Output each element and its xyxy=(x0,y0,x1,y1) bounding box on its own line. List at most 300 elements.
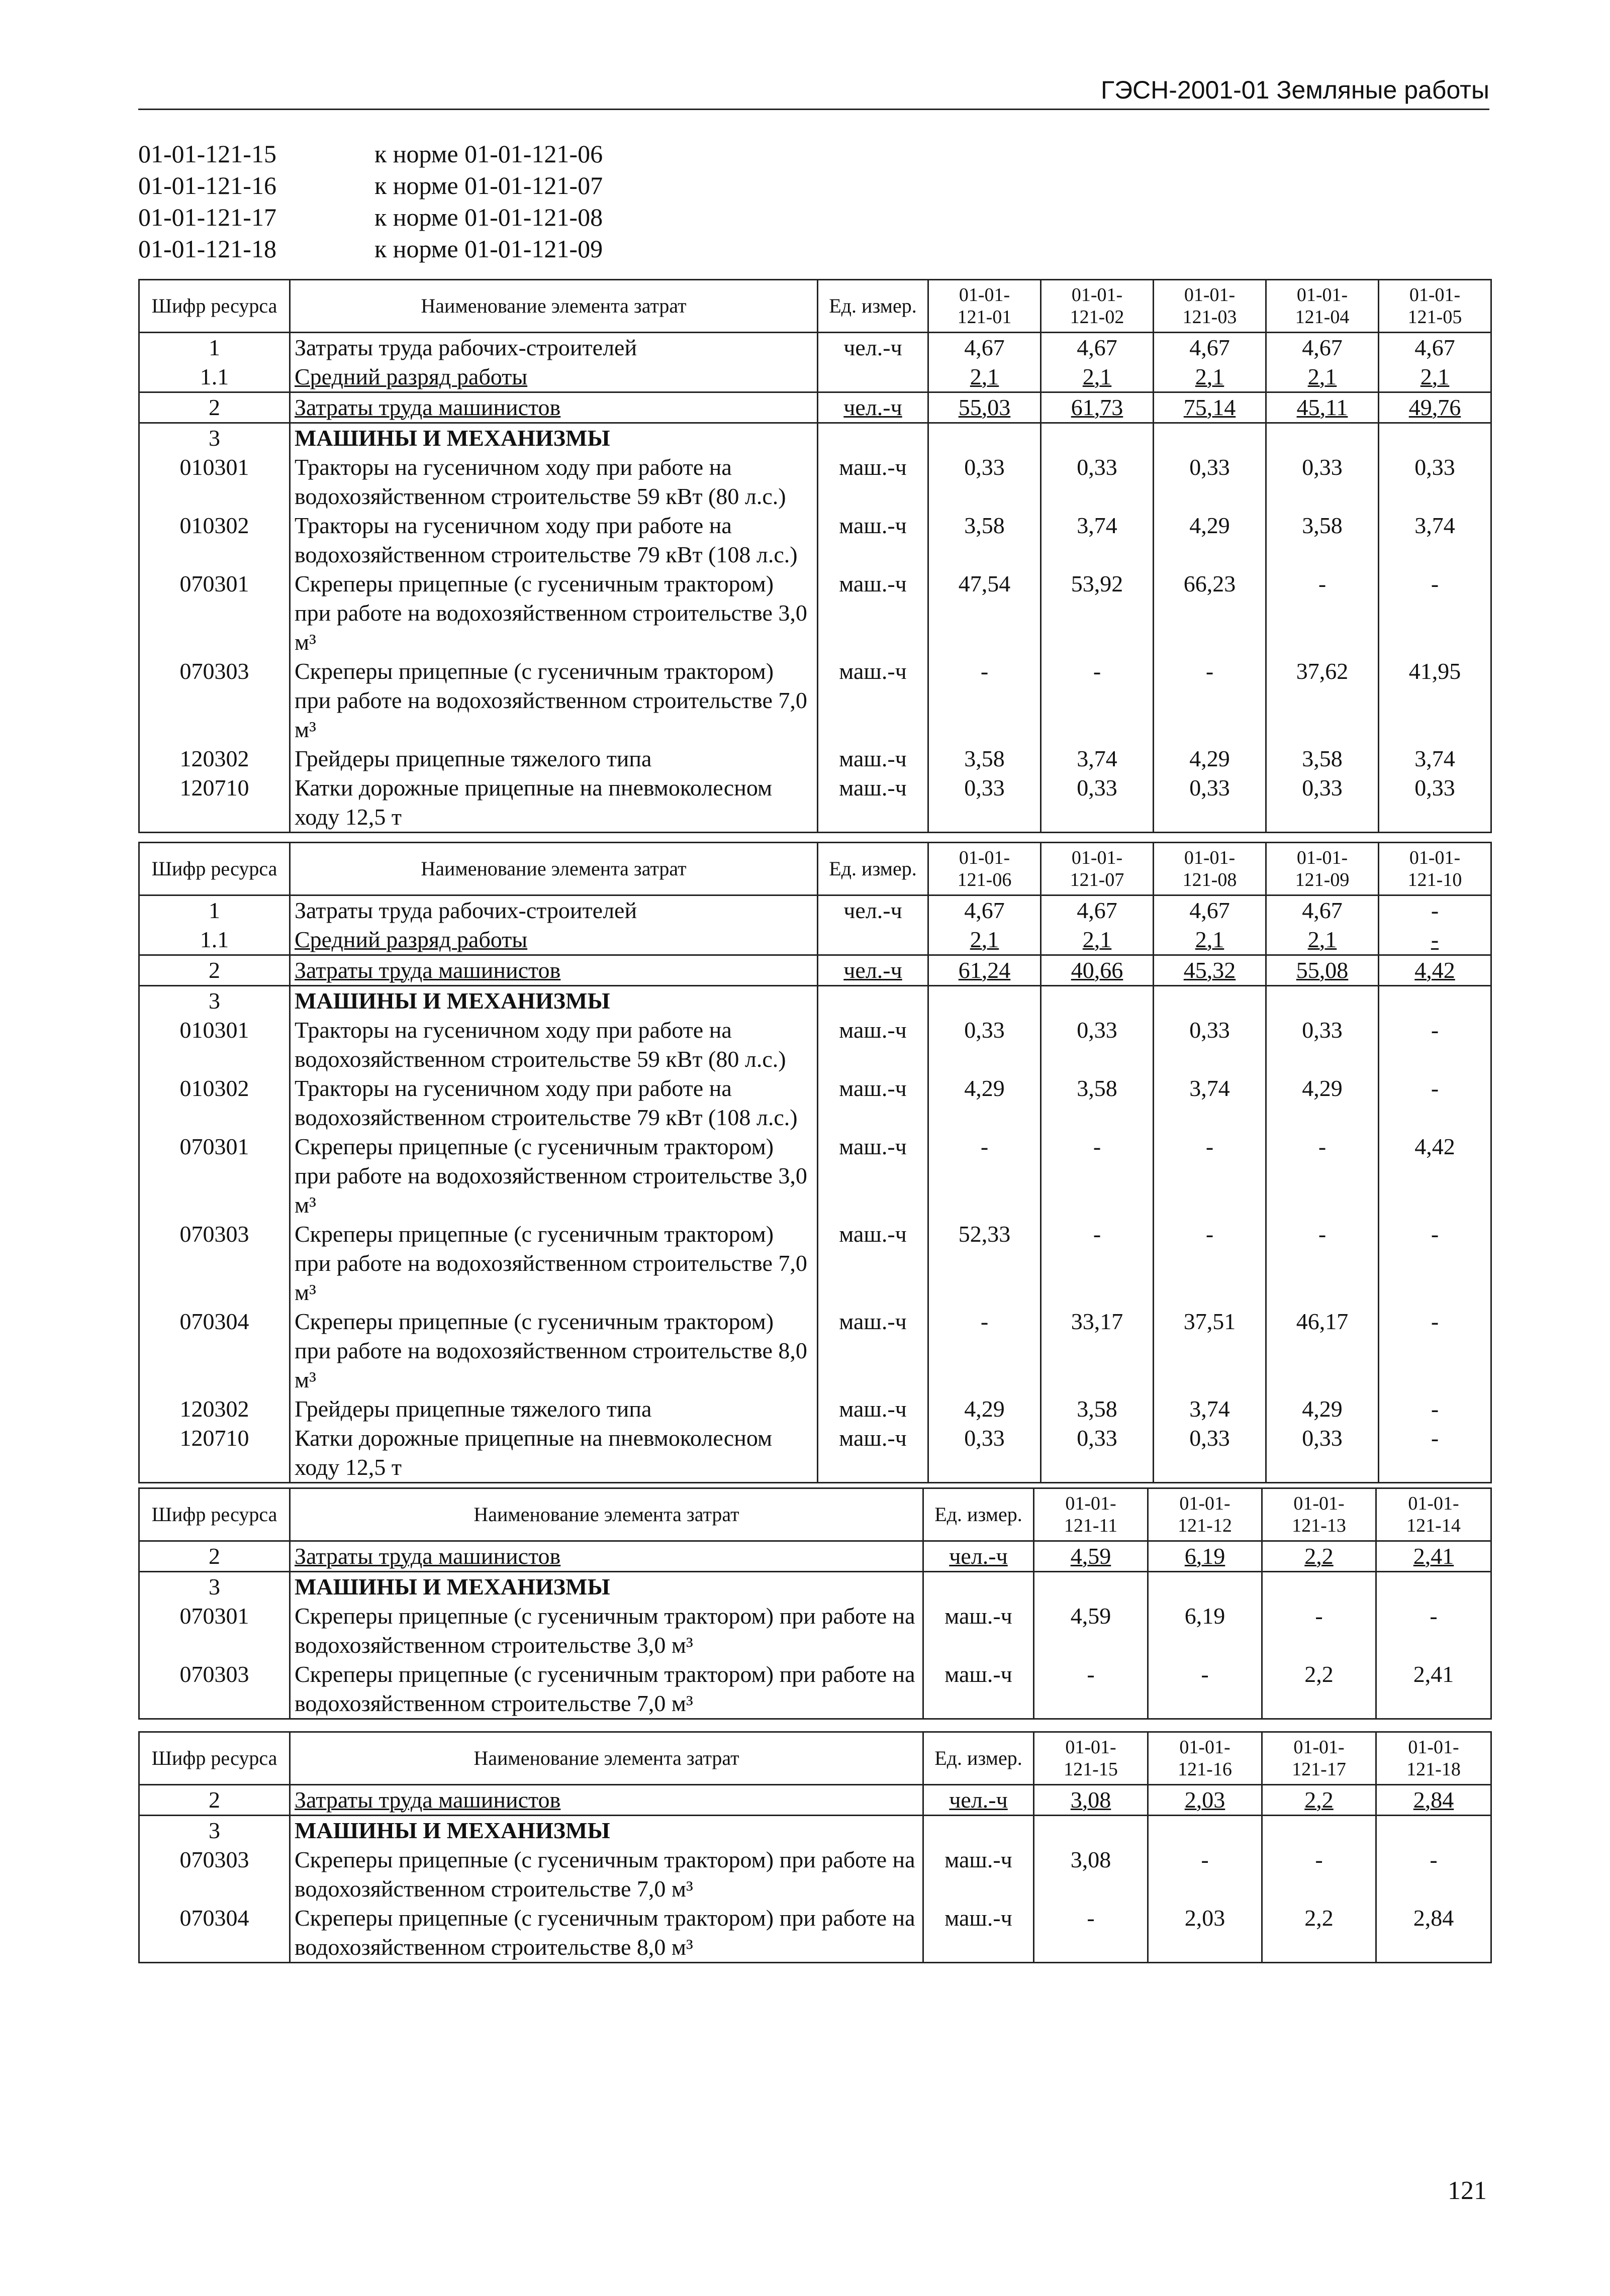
norm-code: 01-01-121-17 xyxy=(138,203,276,231)
resource-unit: чел.-ч xyxy=(818,895,928,926)
resource-unit: чел.-ч xyxy=(818,333,928,363)
norm-code: 01-01-121-16 xyxy=(138,171,276,199)
norm-value: 0,33 xyxy=(928,773,1041,833)
table-row xyxy=(139,657,1491,744)
norm-value: 37,51 xyxy=(1154,1307,1266,1394)
resource-unit: маш.-ч xyxy=(818,1016,928,1074)
resource-name: Скреперы прицепные (с гусеничным трактором) при работе на водохозяйственном строительстве 7,0 м³ xyxy=(290,1220,818,1307)
norm-value: 4,59 xyxy=(1034,1602,1148,1660)
norm-value: 4,67 xyxy=(1154,895,1266,926)
table-row xyxy=(139,1602,1491,1660)
norm-value: - xyxy=(1266,569,1379,657)
resource-name: Скреперы прицепные (с гусеничным трактором) при работе на водохозяйственном строительстве 8,0 м³ xyxy=(290,1904,923,1963)
norm-value: 3,08 xyxy=(1034,1845,1148,1904)
norm-value: 3,58 xyxy=(928,744,1041,773)
resource-table-4 xyxy=(138,1731,1492,1963)
resource-unit: маш.-ч xyxy=(923,1904,1034,1963)
page-header: ГЭСН-2001-01 Земляные работы xyxy=(138,75,1489,110)
norm-value: 2,03 xyxy=(1148,1904,1262,1963)
resource-code: 070304 xyxy=(139,1904,290,1963)
header-norm-code: 01-01- 121-04 xyxy=(1266,280,1379,333)
resource-name: Затраты труда машинистов xyxy=(290,392,818,423)
norm-value: 0,33 xyxy=(1154,453,1266,511)
norm-value: 0,33 xyxy=(1379,773,1491,833)
norm-value xyxy=(1376,1572,1491,1602)
resource-name: Тракторы на гусеничном ходу при работе на водохозяйственном строительстве 79 кВт (108 л.с.) xyxy=(290,1074,818,1132)
norm-value: 4,59 xyxy=(1034,1541,1148,1572)
norm-value: 2,1 xyxy=(1041,362,1154,392)
norm-value: 61,24 xyxy=(928,955,1041,986)
resource-unit: чел.-ч xyxy=(818,955,928,986)
norm-value: 3,58 xyxy=(928,511,1041,569)
table-row xyxy=(139,1307,1491,1394)
resource-table-1 xyxy=(138,279,1492,833)
norm-value: 4,67 xyxy=(1266,333,1379,363)
norm-value: 41,95 xyxy=(1379,657,1491,744)
norm-value: 4,67 xyxy=(1266,895,1379,926)
table-row xyxy=(139,1016,1491,1074)
norm-value: 2,2 xyxy=(1262,1541,1376,1572)
norm-value: 4,67 xyxy=(1041,333,1154,363)
header-unit: Ед. измер. xyxy=(923,1488,1034,1541)
resource-unit: маш.-ч xyxy=(818,453,928,511)
norm-value: 3,58 xyxy=(1266,511,1379,569)
resource-name: Тракторы на гусеничном ходу при работе на водохозяйственном строительстве 59 кВт (80 л.с.) xyxy=(290,1016,818,1074)
table-row xyxy=(139,1541,1491,1572)
norm-value: - xyxy=(1148,1660,1262,1719)
resource-name: Скреперы прицепные (с гусеничным трактором) при работе на водохозяйственном строительстве 3,0 м³ xyxy=(290,1132,818,1220)
norm-value: 46,17 xyxy=(1266,1307,1379,1394)
norm-value xyxy=(1376,1816,1491,1846)
norm-value: 4,67 xyxy=(1379,333,1491,363)
resource-unit: маш.-ч xyxy=(818,657,928,744)
resource-code: 070301 xyxy=(139,1602,290,1660)
norm-value: 0,33 xyxy=(928,1016,1041,1074)
resource-unit: маш.-ч xyxy=(818,744,928,773)
norm-value: - xyxy=(1262,1845,1376,1904)
resource-code: 070304 xyxy=(139,1307,290,1394)
resource-code: 3 xyxy=(139,1816,290,1846)
norm-ref-row xyxy=(138,170,603,202)
resource-unit: маш.-ч xyxy=(923,1602,1034,1660)
resource-unit: маш.-ч xyxy=(923,1660,1034,1719)
norm-value: - xyxy=(1379,1016,1491,1074)
table-row xyxy=(139,1660,1491,1719)
norm-value xyxy=(1379,986,1491,1016)
norm-value: 4,29 xyxy=(1154,511,1266,569)
header-norm-code: 01-01- 121-10 xyxy=(1379,843,1491,895)
norm-value xyxy=(1154,986,1266,1016)
header-norm-code: 01-01- 121-11 xyxy=(1034,1488,1148,1541)
table-row xyxy=(139,362,1491,392)
norm-value: 45,32 xyxy=(1154,955,1266,986)
norm-value: 2,41 xyxy=(1376,1660,1491,1719)
resource-code: 010302 xyxy=(139,1074,290,1132)
resource-name: Средний разряд работы xyxy=(290,925,818,955)
norm-value xyxy=(1034,1572,1148,1602)
norm-value: 2,1 xyxy=(1041,925,1154,955)
norm-ref: к норме 01-01-121-09 xyxy=(374,235,603,263)
norm-value: - xyxy=(1379,1307,1491,1394)
norm-value: 2,1 xyxy=(1154,925,1266,955)
norm-value: 2,1 xyxy=(928,925,1041,955)
resource-unit: маш.-ч xyxy=(818,569,928,657)
resource-unit: маш.-ч xyxy=(818,1307,928,1394)
norm-value: 0,33 xyxy=(928,453,1041,511)
norm-value: 4,29 xyxy=(1266,1074,1379,1132)
resource-code: 2 xyxy=(139,1541,290,1572)
norm-ref: к норме 01-01-121-08 xyxy=(374,203,603,231)
norm-value: 37,62 xyxy=(1266,657,1379,744)
norm-value: 49,76 xyxy=(1379,392,1491,423)
resource-name: Скреперы прицепные (с гусеничным трактором) при работе на водохозяйственном строительстве 8,0 м³ xyxy=(290,1307,818,1394)
resource-name: Затраты труда рабочих-строителей xyxy=(290,333,818,363)
norm-value: 2,03 xyxy=(1148,1785,1262,1816)
header-norm-code: 01-01- 121-15 xyxy=(1034,1732,1148,1785)
resource-code: 1.1 xyxy=(139,362,290,392)
norm-value xyxy=(928,986,1041,1016)
resource-unit: чел.-ч xyxy=(923,1541,1034,1572)
resource-code: 2 xyxy=(139,1785,290,1816)
table-row xyxy=(139,453,1491,511)
resource-code: 120710 xyxy=(139,1424,290,1483)
norm-value: 4,29 xyxy=(1266,1394,1379,1424)
resource-unit xyxy=(818,925,928,955)
table-row xyxy=(139,895,1491,926)
norm-value: 2,84 xyxy=(1376,1785,1491,1816)
header-norm-code: 01-01- 121-13 xyxy=(1262,1488,1376,1541)
norm-value: - xyxy=(1379,1074,1491,1132)
norm-value: 53,92 xyxy=(1041,569,1154,657)
norm-value: 40,66 xyxy=(1041,955,1154,986)
norm-value xyxy=(1041,986,1154,1016)
resource-name: Средний разряд работы xyxy=(290,362,818,392)
norm-value: - xyxy=(1262,1602,1376,1660)
table-row xyxy=(139,1785,1491,1816)
norm-value: - xyxy=(1266,1220,1379,1307)
norm-value: 4,67 xyxy=(1154,333,1266,363)
resource-name: Затраты труда рабочих-строителей xyxy=(290,895,818,926)
norm-code: 01-01-121-15 xyxy=(138,140,276,168)
resource-name: Грейдеры прицепные тяжелого типа xyxy=(290,1394,818,1424)
norm-value: 0,33 xyxy=(1154,773,1266,833)
norm-value: 75,14 xyxy=(1154,392,1266,423)
table-row xyxy=(139,1074,1491,1132)
norm-value: - xyxy=(1379,895,1491,926)
resource-unit: маш.-ч xyxy=(818,511,928,569)
norm-value: 3,74 xyxy=(1379,744,1491,773)
norm-value xyxy=(1034,1816,1148,1846)
norm-value xyxy=(1379,423,1491,453)
norm-value: - xyxy=(928,1132,1041,1220)
table-row xyxy=(139,333,1491,363)
norm-value: 2,1 xyxy=(1379,362,1491,392)
norm-value: 6,19 xyxy=(1148,1602,1262,1660)
norm-value: 33,17 xyxy=(1041,1307,1154,1394)
norm-value: 0,33 xyxy=(928,1424,1041,1483)
resource-name: Катки дорожные прицепные на пневмоколесном ходу 12,5 т xyxy=(290,1424,818,1483)
norm-value: 3,74 xyxy=(1041,511,1154,569)
norm-code: 01-01-121-18 xyxy=(138,235,276,263)
resource-unit: маш.-ч xyxy=(818,1220,928,1307)
resource-code: 120710 xyxy=(139,773,290,833)
resource-code: 070301 xyxy=(139,569,290,657)
resource-unit xyxy=(818,423,928,453)
norm-ref-row xyxy=(138,233,603,265)
norm-value xyxy=(928,423,1041,453)
resource-name: Скреперы прицепные (с гусеничным трактором) при работе на водохозяйственном строительстве 7,0 м³ xyxy=(290,1660,923,1719)
resource-code: 1.1 xyxy=(139,925,290,955)
norm-value: 4,42 xyxy=(1379,1132,1491,1220)
norm-value: 66,23 xyxy=(1154,569,1266,657)
norm-value: 4,29 xyxy=(1154,744,1266,773)
norm-value xyxy=(1266,423,1379,453)
header-norm-code: 01-01- 121-01 xyxy=(928,280,1041,333)
norm-value: 3,74 xyxy=(1379,511,1491,569)
header-norm-code: 01-01- 121-08 xyxy=(1154,843,1266,895)
norm-value: 0,33 xyxy=(1041,1424,1154,1483)
table-row xyxy=(139,1132,1491,1220)
resource-code: 2 xyxy=(139,392,290,423)
resource-name: Катки дорожные прицепные на пневмоколесном ходу 12,5 т xyxy=(290,773,818,833)
norm-value: 2,2 xyxy=(1262,1660,1376,1719)
header-norm-code: 01-01- 121-14 xyxy=(1376,1488,1491,1541)
norm-value: - xyxy=(1041,1132,1154,1220)
resource-unit: маш.-ч xyxy=(818,1394,928,1424)
table-row xyxy=(139,423,1491,453)
norm-ref-row xyxy=(138,202,603,233)
norm-value: 55,08 xyxy=(1266,955,1379,986)
norm-value: 2,1 xyxy=(1266,362,1379,392)
norm-value: - xyxy=(928,657,1041,744)
resource-unit: чел.-ч xyxy=(923,1785,1034,1816)
resource-unit: маш.-ч xyxy=(923,1845,1034,1904)
norm-value: - xyxy=(1148,1845,1262,1904)
table-row xyxy=(139,569,1491,657)
norm-value: 4,67 xyxy=(928,895,1041,926)
norm-value: 3,74 xyxy=(1041,744,1154,773)
norm-value: - xyxy=(1041,657,1154,744)
resource-code: 070303 xyxy=(139,1845,290,1904)
header-code: Шифр ресурса xyxy=(139,843,290,895)
norm-value: 2,84 xyxy=(1376,1904,1491,1963)
norm-value xyxy=(1041,423,1154,453)
header-norm-code: 01-01- 121-07 xyxy=(1041,843,1154,895)
norm-value: 2,2 xyxy=(1262,1785,1376,1816)
norm-value: 4,67 xyxy=(1041,895,1154,926)
resource-table-3 xyxy=(138,1487,1492,1720)
norm-value xyxy=(1148,1572,1262,1602)
norm-value: 0,33 xyxy=(1154,1016,1266,1074)
norm-value: - xyxy=(1154,657,1266,744)
header-unit: Ед. измер. xyxy=(818,843,928,895)
header-unit: Ед. измер. xyxy=(923,1732,1034,1785)
norm-value: 3,58 xyxy=(1041,1074,1154,1132)
norm-value: 4,42 xyxy=(1379,955,1491,986)
norm-value xyxy=(1266,986,1379,1016)
resource-unit xyxy=(818,986,928,1016)
norm-value: - xyxy=(1379,925,1491,955)
header-norm-code: 01-01- 121-18 xyxy=(1376,1732,1491,1785)
table-row xyxy=(139,1816,1491,1846)
norm-value: - xyxy=(1034,1904,1148,1963)
header-name: Наименование элемента затрат xyxy=(290,1488,923,1541)
resource-code: 3 xyxy=(139,986,290,1016)
resource-unit xyxy=(818,362,928,392)
header-unit: Ед. измер. xyxy=(818,280,928,333)
header-norm-code: 01-01- 121-12 xyxy=(1148,1488,1262,1541)
resource-code: 010301 xyxy=(139,1016,290,1074)
norm-value: 0,33 xyxy=(1041,453,1154,511)
table-row xyxy=(139,1220,1491,1307)
resource-name: Тракторы на гусеничном ходу при работе на водохозяйственном строительстве 59 кВт (80 л.с.) xyxy=(290,453,818,511)
header-norm-code: 01-01- 121-06 xyxy=(928,843,1041,895)
norm-value: 0,33 xyxy=(1266,1016,1379,1074)
resource-name: Скреперы прицепные (с гусеничным трактором) при работе на водохозяйственном строительстве 3,0 м³ xyxy=(290,569,818,657)
norm-value: 2,2 xyxy=(1262,1904,1376,1963)
norm-value: 6,19 xyxy=(1148,1541,1262,1572)
norm-value: - xyxy=(1266,1132,1379,1220)
norm-value: - xyxy=(928,1307,1041,1394)
resource-code: 3 xyxy=(139,1572,290,1602)
norm-value xyxy=(1262,1572,1376,1602)
norm-value: 4,29 xyxy=(928,1074,1041,1132)
resource-code: 070301 xyxy=(139,1132,290,1220)
norm-value xyxy=(1148,1816,1262,1846)
page-number: 121 xyxy=(1448,2176,1487,2205)
header-norm-code: 01-01- 121-09 xyxy=(1266,843,1379,895)
norm-value: - xyxy=(1376,1602,1491,1660)
header-norm-code: 01-01- 121-16 xyxy=(1148,1732,1262,1785)
resource-name: Затраты труда машинистов xyxy=(290,955,818,986)
norm-value: - xyxy=(1154,1132,1266,1220)
norm-value: 3,58 xyxy=(1266,744,1379,773)
norm-value: 3,74 xyxy=(1154,1394,1266,1424)
table-row xyxy=(139,1424,1491,1483)
resource-name: МАШИНЫ И МЕХАНИЗМЫ xyxy=(290,1572,923,1602)
header-name: Наименование элемента затрат xyxy=(290,280,818,333)
norm-value: - xyxy=(1041,1220,1154,1307)
resource-code: 010301 xyxy=(139,453,290,511)
norm-value: - xyxy=(1154,1220,1266,1307)
header-norm-code: 01-01- 121-02 xyxy=(1041,280,1154,333)
header-norm-code: 01-01- 121-05 xyxy=(1379,280,1491,333)
norm-value: 0,33 xyxy=(1041,773,1154,833)
table-row xyxy=(139,392,1491,423)
resource-unit xyxy=(923,1816,1034,1846)
norm-value: 2,1 xyxy=(928,362,1041,392)
table-row xyxy=(139,1845,1491,1904)
resource-name: Скреперы прицепные (с гусеничным трактором) при работе на водохозяйственном строительстве 7,0 м³ xyxy=(290,657,818,744)
table-row xyxy=(139,986,1491,1016)
header-name: Наименование элемента затрат xyxy=(290,843,818,895)
norm-value: - xyxy=(1379,1394,1491,1424)
resource-unit: маш.-ч xyxy=(818,1074,928,1132)
norm-value: 3,74 xyxy=(1154,1074,1266,1132)
norm-value xyxy=(1262,1816,1376,1846)
resource-unit: маш.-ч xyxy=(818,773,928,833)
norm-value: 0,33 xyxy=(1266,453,1379,511)
norm-value: 61,73 xyxy=(1041,392,1154,423)
resource-name: МАШИНЫ И МЕХАНИЗМЫ xyxy=(290,1816,923,1846)
resource-code: 1 xyxy=(139,895,290,926)
norm-value: 0,33 xyxy=(1154,1424,1266,1483)
table-row xyxy=(139,511,1491,569)
norm-value: 0,33 xyxy=(1266,1424,1379,1483)
resource-name: Затраты труда машинистов xyxy=(290,1541,923,1572)
resource-name: Скреперы прицепные (с гусеничным трактором) при работе на водохозяйственном строительстве 7,0 м³ xyxy=(290,1845,923,1904)
resource-code: 120302 xyxy=(139,744,290,773)
norm-value: 3,58 xyxy=(1041,1394,1154,1424)
norm-value: 47,54 xyxy=(928,569,1041,657)
table-row xyxy=(139,1572,1491,1602)
header-code: Шифр ресурса xyxy=(139,1488,290,1541)
resource-code: 070303 xyxy=(139,657,290,744)
norm-value: - xyxy=(1379,1220,1491,1307)
table-row xyxy=(139,925,1491,955)
header-code: Шифр ресурса xyxy=(139,280,290,333)
header-norm-code: 01-01- 121-03 xyxy=(1154,280,1266,333)
table-row xyxy=(139,955,1491,986)
norm-references xyxy=(138,138,603,265)
norm-value: 0,33 xyxy=(1041,1016,1154,1074)
norm-value: 0,33 xyxy=(1266,773,1379,833)
resource-name: Тракторы на гусеничном ходу при работе на водохозяйственном строительстве 79 кВт (108 л.с.) xyxy=(290,511,818,569)
resource-name: Грейдеры прицепные тяжелого типа xyxy=(290,744,818,773)
resource-code: 2 xyxy=(139,955,290,986)
header-norm-code: 01-01- 121-17 xyxy=(1262,1732,1376,1785)
header-code: Шифр ресурса xyxy=(139,1732,290,1785)
norm-value: - xyxy=(1379,1424,1491,1483)
norm-value: - xyxy=(1379,569,1491,657)
norm-value: 4,29 xyxy=(928,1394,1041,1424)
resource-unit xyxy=(923,1572,1034,1602)
norm-ref: к норме 01-01-121-07 xyxy=(374,171,603,199)
norm-value: 2,1 xyxy=(1266,925,1379,955)
resource-code: 010302 xyxy=(139,511,290,569)
resource-code: 3 xyxy=(139,423,290,453)
resource-code: 070303 xyxy=(139,1660,290,1719)
resource-code: 120302 xyxy=(139,1394,290,1424)
resource-code: 070303 xyxy=(139,1220,290,1307)
table-row xyxy=(139,1904,1491,1963)
norm-value: 3,08 xyxy=(1034,1785,1148,1816)
resource-name: Затраты труда машинистов xyxy=(290,1785,923,1816)
resource-name: Скреперы прицепные (с гусеничным трактором) при работе на водохозяйственном строительстве 3,0 м³ xyxy=(290,1602,923,1660)
resource-unit: чел.-ч xyxy=(818,392,928,423)
norm-value: 2,41 xyxy=(1376,1541,1491,1572)
resource-unit: маш.-ч xyxy=(818,1424,928,1483)
norm-ref: к норме 01-01-121-06 xyxy=(374,140,603,168)
table-row xyxy=(139,1394,1491,1424)
resource-code: 1 xyxy=(139,333,290,363)
norm-value: 55,03 xyxy=(928,392,1041,423)
norm-value: 0,33 xyxy=(1379,453,1491,511)
resource-unit: маш.-ч xyxy=(818,1132,928,1220)
header-name: Наименование элемента затрат xyxy=(290,1732,923,1785)
norm-value: 52,33 xyxy=(928,1220,1041,1307)
norm-ref-row xyxy=(138,138,603,170)
resource-name: МАШИНЫ И МЕХАНИЗМЫ xyxy=(290,423,818,453)
norm-value: 45,11 xyxy=(1266,392,1379,423)
resource-name: МАШИНЫ И МЕХАНИЗМЫ xyxy=(290,986,818,1016)
resource-table-2 xyxy=(138,842,1492,1483)
table-row xyxy=(139,744,1491,773)
norm-value: 4,67 xyxy=(928,333,1041,363)
norm-value xyxy=(1154,423,1266,453)
table-row xyxy=(139,773,1491,833)
norm-value: 2,1 xyxy=(1154,362,1266,392)
